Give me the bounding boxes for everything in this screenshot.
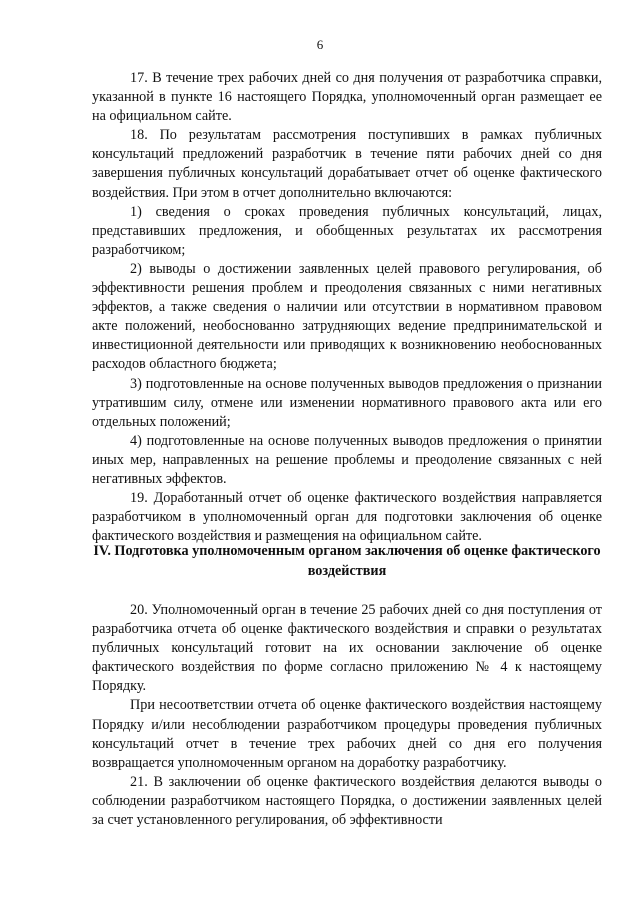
paragraph-18: 18. По результатам рассмотрения поступивших в рамках публичных консультаций предложений разработчик в течение пяти рабочих дней со дня завершения публичных консультаций дорабатывает отчет об оценке фактического воздействия. При этом в отчет дополнительно включаются: (92, 127, 602, 201)
page-number: 6 (316, 37, 324, 52)
paragraph-21: 21. В заключении об оценке фактического воздействия делаются выводы о соблюдении разработчиком настоящего Порядка, о достижении заявленных целей за счет установленного регулирования, об эффективности (92, 773, 602, 829)
paragraph-18-item-1: 1) сведения о сроках проведения публичных консультаций, лицах, представивших предложения, и обобщенных результатах их рассмотрения разработчиком; (92, 203, 602, 258)
paragraph-18-item-4: 4) подготовленные на основе полученных выводов предложения о принятии иных мер, направленных на решение проблемы и преодоление связанных с ней негативных эффектов. (92, 432, 602, 487)
section-iv-paragraphs (92, 601, 602, 830)
paragraph-19: 19. Доработанный отчет об оценке фактического воздействия направляется разработчиком в уполномоченный орган для подготовки заключения об оценке фактического воздействия и размещения на официальном сайте. (92, 490, 602, 545)
paragraph-20-continuation: При несоответствии отчета об оценке фактического воздействия настоящему Порядку и/или несоблюдении разработчиком процедуры проведения публичных консультаций отчет в течение трех рабочих дней со дня его получения возвращается уполномоченным органом на доработку разработчику. (92, 697, 602, 771)
section-iii-paragraphs (92, 69, 602, 546)
paragraph-18-item-3: 3) подготовленные на основе полученных выводов предложения о признании утратившим силу, отмене или изменении нормативного правового акта или его отдельных положений; (92, 375, 602, 430)
paragraph-17: 17. В течение трех рабочих дней со дня получения от разработчика справки, указанной в пункте 16 настоящего Порядка, уполномоченный орган размещает ее на официальном сайте. (92, 70, 602, 125)
paragraph-20: 20. Уполномоченный орган в течение 25 рабочих дней со дня поступления от разработчика отчета об оценке фактического воздействия и справки о результатах публичных консультаций готовит на их основании заключение об оценке фактического воздействия по форме согласно приложению № 4 к настоящему Порядку. (92, 602, 602, 695)
paragraph-18-item-2: 2) выводы о достижении заявленных целей правового регулирования, об эффективности решения проблем и преодоления связанных с ними негативных эффектов, а также сведения о наличии или отсутствии в нормативном правовом акте положений, необоснованно затрудняющих ведение предпринимательской и инвестиционной деятельности или приводящих к возникновению необоснованных расходов областного бюджета; (92, 260, 602, 373)
section-iv-heading: IV. Подготовка уполномоченным органом заключения об оценке фактического воздействия (93, 543, 601, 579)
